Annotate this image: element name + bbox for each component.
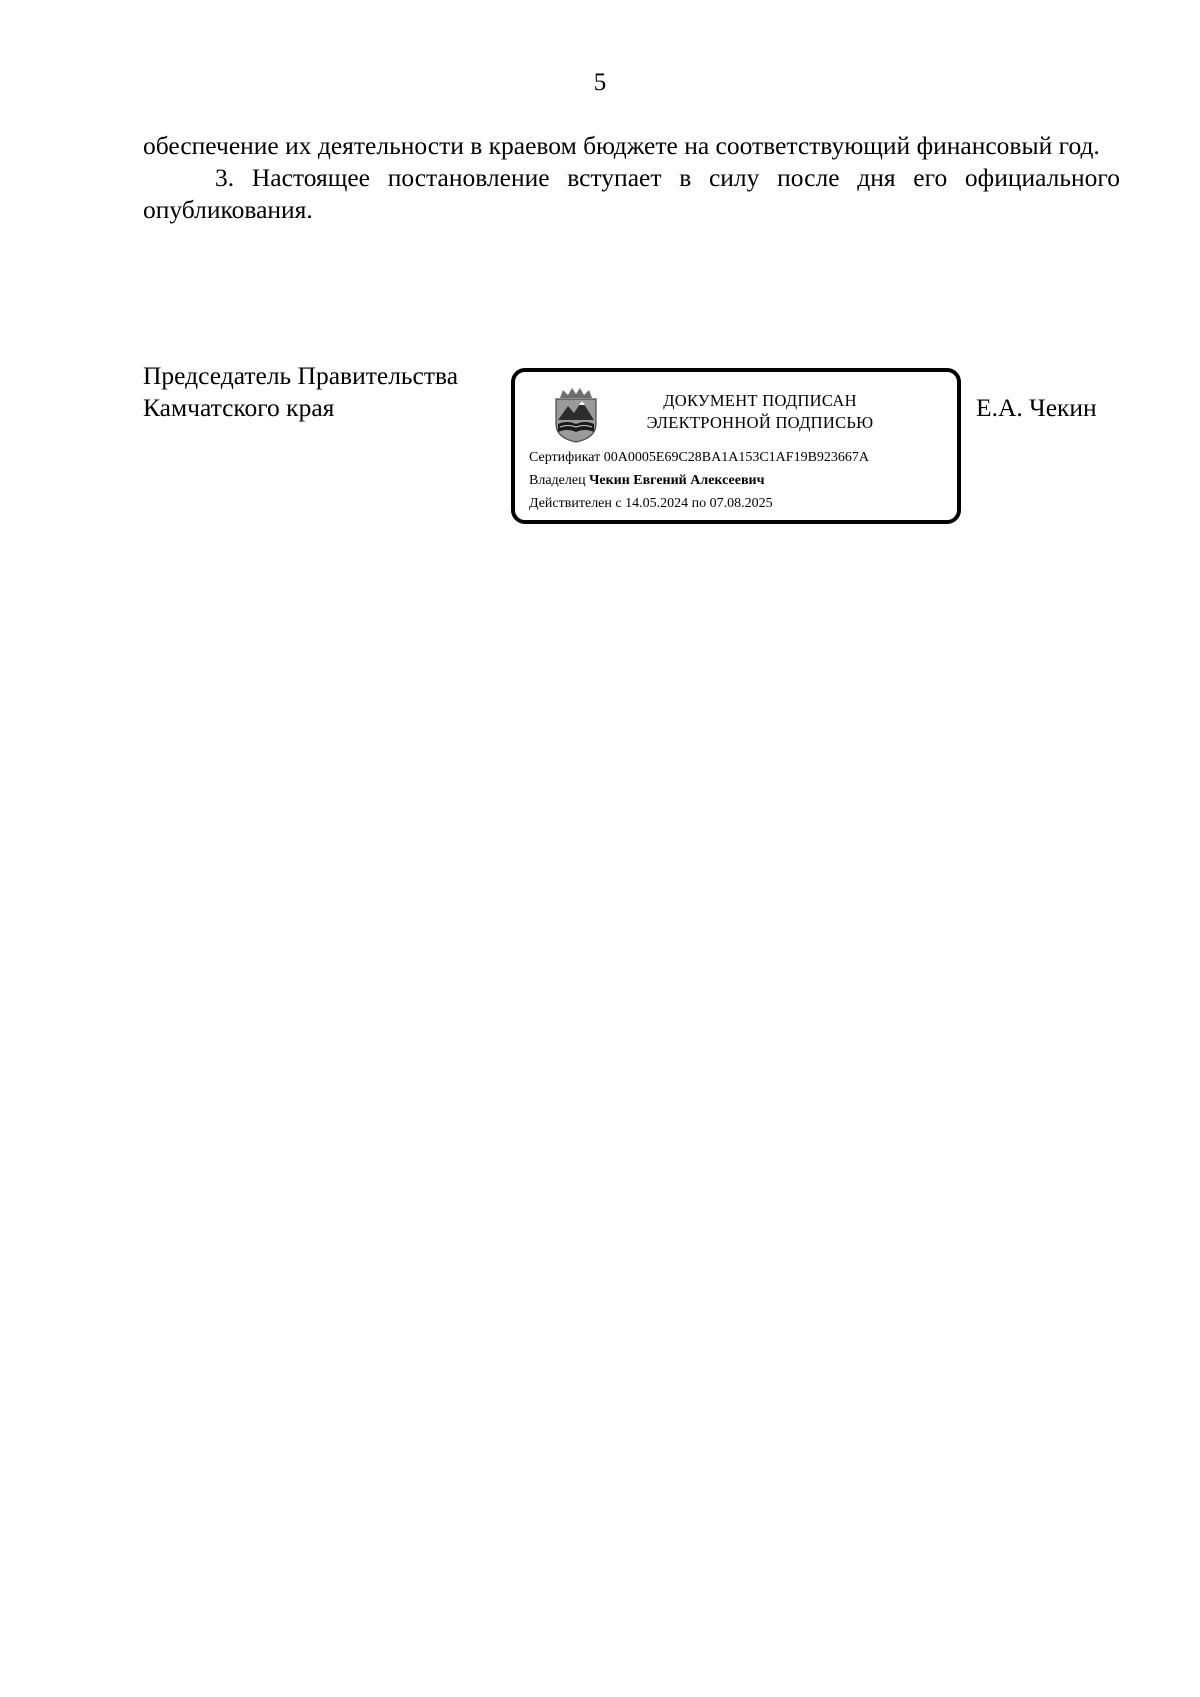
signer-name: Е.А. Чекин [976, 393, 1097, 422]
paragraph-item-3: 3. Настоящее постановление вступает в силу после дня его официального опубликования. [143, 163, 1120, 224]
document-body [143, 130, 1120, 226]
certificate-row [529, 446, 869, 469]
validity-from-date: 14.05.2024 [625, 496, 689, 511]
owner-label: Владелец [529, 473, 586, 488]
certificate-label: Сертификат [529, 450, 601, 465]
stamp-details [529, 446, 869, 515]
page-number: 5 [593, 69, 607, 96]
validity-to-prefix: по [691, 496, 707, 511]
paragraph-continuation: обеспечение их деятельности в краевом бюджете на соответствующий финансовый год. [143, 131, 1100, 160]
electronic-signature-stamp [511, 368, 961, 524]
signer-position-line-2: Камчатского края [143, 393, 335, 422]
validity-row [529, 492, 869, 515]
validity-to-date: 07.08.2025 [709, 496, 773, 511]
stamp-heading-line-2: ЭЛЕКТРОННОЙ ПОДПИСЬЮ [646, 413, 874, 432]
validity-label: Действителен [529, 496, 612, 511]
kamchatka-coat-of-arms-icon [551, 386, 601, 444]
certificate-value: 00A0005E69C28BA1A153C1AF19B923667A [603, 450, 870, 465]
stamp-heading-line-1: ДОКУМЕНТ ПОДПИСАН [663, 391, 857, 410]
owner-row [529, 469, 869, 492]
signer-position [143, 360, 458, 424]
stamp-heading [615, 390, 905, 434]
owner-value: Чекин Евгений Алексеевич [589, 473, 765, 488]
signer-position-line-1: Председатель Правительства [143, 361, 459, 390]
validity-from-prefix: с [615, 496, 622, 511]
